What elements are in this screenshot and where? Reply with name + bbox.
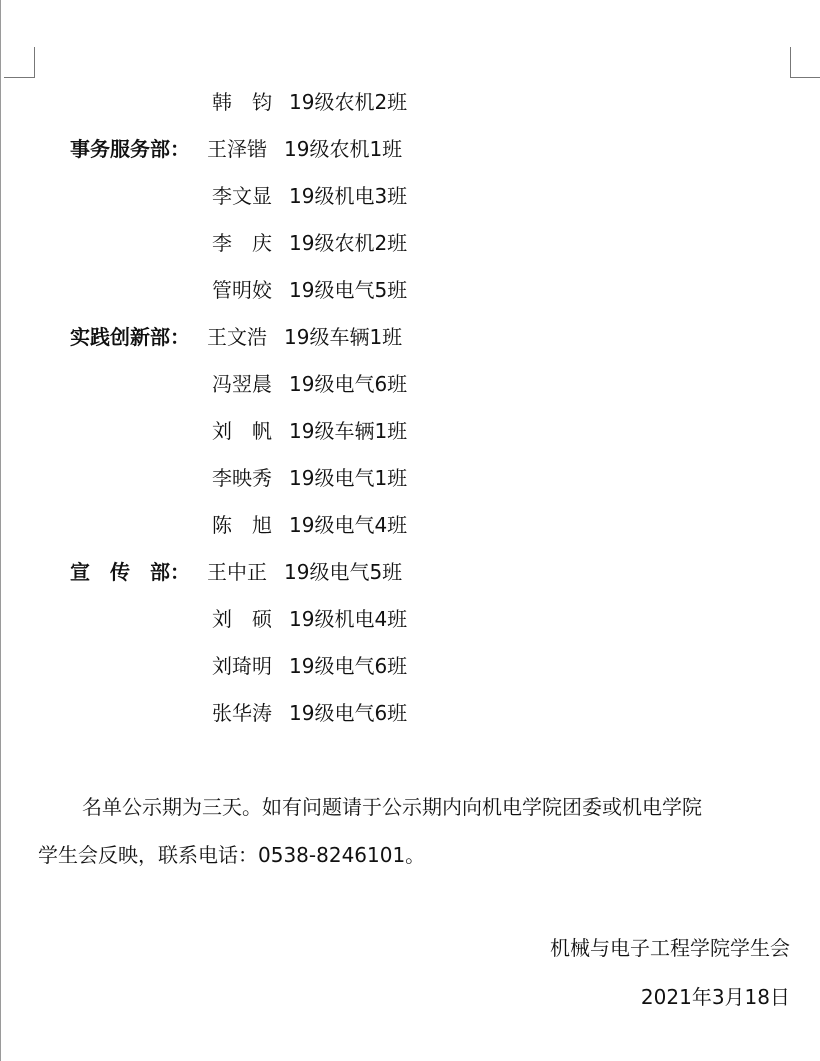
member-entry: [207, 314, 402, 361]
member-name: 管明姣: [212, 278, 272, 302]
member-class: 19级电气6班: [289, 372, 408, 396]
department-label: 事务服务部：: [70, 137, 190, 161]
member-entry: [212, 502, 407, 549]
member-name: 王中正: [207, 560, 267, 584]
roster-row: [0, 455, 820, 502]
roster-row: [0, 502, 820, 549]
roster-row: [0, 173, 820, 220]
member-entry: [212, 220, 407, 267]
department-label: 实践创新部：: [70, 325, 190, 349]
member-class: 19级机电4班: [289, 607, 408, 631]
member-entry: [212, 643, 407, 690]
member-name: 王泽锴: [207, 137, 267, 161]
member-class: 19级车辆1班: [289, 419, 408, 443]
notice-line-2: 学生会反映，联系电话：0538-8246101。: [38, 843, 426, 867]
member-entry: [212, 596, 407, 643]
member-entry: [212, 173, 407, 220]
roster-row: [0, 408, 820, 455]
roster-row: [0, 361, 820, 408]
signature-org: 机械与电子工程学院学生会: [550, 936, 790, 960]
member-entry: [212, 79, 407, 126]
member-class: 19级农机2班: [289, 90, 408, 114]
department-label: 宣 传 部：: [70, 560, 190, 584]
member-entry: [212, 408, 407, 455]
member-entry: [212, 267, 407, 314]
margin-corner-mark-left: [4, 47, 35, 78]
roster-row: [0, 126, 820, 173]
member-name: 李文显: [212, 184, 272, 208]
member-class: 19级电气6班: [289, 654, 408, 678]
member-class: 19级电气5班: [284, 560, 403, 584]
member-class: 19级农机1班: [284, 137, 403, 161]
member-class: 19级电气4班: [289, 513, 408, 537]
member-entry: [212, 455, 407, 502]
member-entry: [207, 126, 402, 173]
notice-paragraph-cont: [38, 827, 798, 884]
member-class: 19级电气1班: [289, 466, 408, 490]
member-name: 冯翌晨: [212, 372, 272, 396]
member-name: 陈 旭: [212, 513, 272, 537]
roster-row: [0, 690, 820, 737]
member-name: 李映秀: [212, 466, 272, 490]
member-name: 韩 钧: [212, 90, 272, 114]
member-entry: [212, 690, 407, 737]
member-name: 刘琦明: [212, 654, 272, 678]
member-name: 李 庆: [212, 231, 272, 255]
member-class: 19级农机2班: [289, 231, 408, 255]
roster-row: [0, 549, 820, 596]
roster-row: [0, 267, 820, 314]
member-class: 19级电气6班: [289, 701, 408, 725]
member-name: 王文浩: [207, 325, 267, 349]
margin-corner-mark-right: [790, 47, 820, 78]
member-name: 刘 硕: [212, 607, 272, 631]
member-entry: [207, 549, 402, 596]
roster-row: [0, 79, 820, 126]
member-entry: [212, 361, 407, 408]
roster-row: [0, 220, 820, 267]
member-class: 19级电气5班: [289, 278, 408, 302]
member-name: 刘 帆: [212, 419, 272, 443]
member-class: 19级车辆1班: [284, 325, 403, 349]
roster-row: [0, 596, 820, 643]
notice-line-1: 名单公示期为三天。如有问题请于公示期内向机电学院团委或机电学院: [82, 795, 702, 819]
roster-row: [0, 314, 820, 361]
signature-date: 2021年3月18日: [640, 985, 790, 1009]
member-class: 19级机电3班: [289, 184, 408, 208]
roster-row: [0, 643, 820, 690]
roster-list: [0, 79, 820, 737]
member-name: 张华涛: [212, 701, 272, 725]
